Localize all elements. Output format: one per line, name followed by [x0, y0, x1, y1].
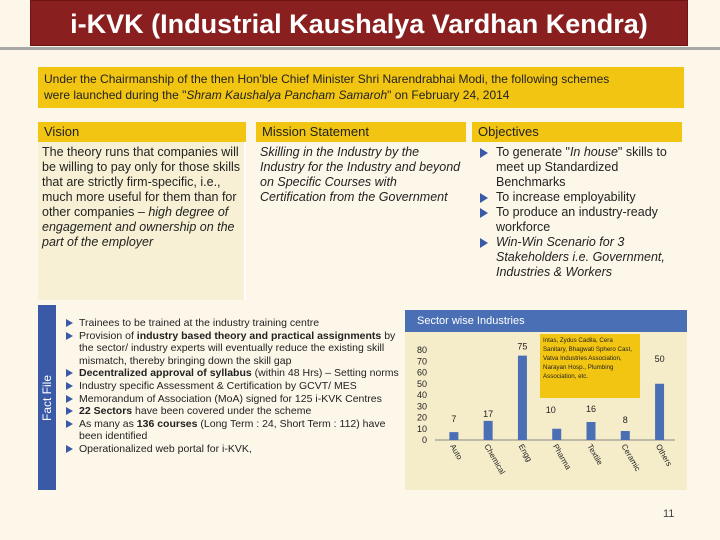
title-bar — [0, 0, 720, 50]
bullet-arrow-icon — [66, 382, 73, 390]
x-category-label: Engg — [516, 442, 534, 464]
bar-pharma — [552, 429, 561, 440]
y-tick-label: 60 — [416, 367, 427, 378]
intro-line-2-suffix: " on February 24, 2014 — [387, 88, 510, 102]
fact-file-list — [62, 317, 410, 456]
vision-text: The theory runs that companies will be willing to pay only for those skills that are strictly firm-specific, i.e., much more useful for them than for other companies – — [42, 145, 241, 219]
fact-text: Industry specific Assessment & Certification by GCVT/ MES — [79, 379, 357, 392]
fact-item — [62, 367, 410, 380]
fact-item — [62, 330, 410, 368]
intro-line-1: Under the Chairmanship of the then Hon'ble Chief Minister Shri Narendrabhai Modi, the following schemes — [44, 72, 610, 86]
bullet-arrow-icon — [480, 148, 488, 158]
y-tick-label: 50 — [416, 378, 427, 389]
objective-text-italic: Win-Win Scenario for 3 Stakeholders i.e. Government, Industries & Workers — [496, 235, 665, 279]
objective-item — [476, 145, 678, 190]
objective-text: To increase employability — [496, 190, 636, 204]
objective-text: To generate " — [496, 145, 570, 159]
objective-item — [476, 190, 678, 205]
fact-text: Operationalized web portal for i-KVK, — [79, 442, 252, 455]
bullet-arrow-icon — [66, 420, 73, 428]
fact-item — [62, 418, 410, 443]
bar-auto — [449, 432, 458, 440]
y-tick-label: 80 — [416, 345, 427, 355]
y-tick-label: 10 — [416, 423, 427, 434]
bullet-arrow-icon — [66, 395, 73, 403]
bullet-arrow-icon — [480, 193, 488, 203]
objective-text-italic: In house — [569, 145, 618, 159]
chart-annotation: Intas, Zydus Cadila, Cera Sanitary, Bhagwati Sphero Cast, Vatva Industries Association, Narayan Hosp., Plumbing Association, etc. — [540, 334, 640, 398]
objective-text: To produce an industry-ready workforce — [496, 205, 658, 234]
x-category-label: Ceramic — [619, 442, 643, 473]
data-label: 7 — [451, 414, 457, 425]
sector-chart — [405, 332, 687, 490]
vision-body — [38, 142, 246, 300]
bar-chemical — [484, 421, 493, 440]
vision-heading: Vision — [38, 122, 246, 142]
bar-others — [655, 384, 664, 440]
y-tick-label: 70 — [416, 356, 427, 367]
x-category-label: Others — [653, 442, 674, 468]
bullet-arrow-icon — [66, 332, 73, 340]
page-number: 11 — [663, 508, 675, 520]
fact-text-bold: industry based theory and practical assignments — [136, 329, 382, 342]
data-label: 50 — [654, 353, 665, 364]
bullet-arrow-icon — [66, 319, 73, 327]
intro-event-name: Shram Kaushalya Pancham Samaroh — [186, 88, 388, 102]
bullet-arrow-icon — [66, 369, 73, 377]
bar-ceramic — [621, 431, 630, 440]
fact-item — [62, 380, 410, 393]
objective-item — [476, 235, 678, 280]
objectives-heading: Objectives — [472, 122, 682, 142]
bar-textile — [587, 422, 596, 440]
fact-item — [62, 405, 410, 418]
fact-text: Trainees to be trained at the industry training centre — [79, 317, 320, 329]
objectives-body — [472, 142, 682, 304]
intro-banner — [38, 67, 684, 108]
bullet-arrow-icon — [66, 407, 73, 415]
fact-item — [62, 393, 410, 406]
bullet-arrow-icon — [480, 208, 488, 218]
fact-text-bold: Decentralized approval of syllabus — [79, 367, 252, 380]
x-category-label: Chemical — [482, 442, 507, 476]
fact-text-end: by the sector/ industry experts will eventually reduce the existing skill mismatch, thereby bringing down the skill gap — [79, 329, 396, 367]
fact-text: Memorandum of Association (MoA) signed for 125 i-KVK Centres — [79, 392, 382, 405]
bullet-arrow-icon — [66, 445, 73, 453]
data-label: 10 — [545, 404, 556, 415]
fact-item — [62, 443, 410, 456]
mission-body: Skilling in the Industry by the Industry for the Industry and beyond on Specific Courses with Certification from the Government — [260, 145, 461, 204]
y-tick-label: 40 — [416, 390, 427, 400]
slide-title: i-KVK (Industrial Kaushalya Vardhan Kendra) — [30, 0, 688, 46]
x-category-label: Pharma — [550, 442, 573, 472]
vision-text-italic: high degree of engagement and ownership on the part of the employer — [42, 205, 235, 249]
fact-text-bold: 22 Sectors — [79, 405, 133, 418]
fact-text-end: (Long Term : 24, Short Term : 112) have been identified — [79, 417, 386, 443]
y-tick-label: 0 — [421, 435, 427, 445]
data-label: 8 — [622, 415, 628, 425]
fact-text-end: have been covered under the scheme — [132, 405, 312, 418]
bar-engg — [518, 356, 527, 440]
y-tick-label: 20 — [416, 412, 427, 423]
fact-text: Provision of — [79, 329, 137, 342]
fact-text-end: (within 48 Hrs) – Setting norms — [251, 367, 399, 380]
fact-file-label — [38, 305, 56, 490]
objectives-list — [476, 145, 678, 280]
fact-file-label-text: Fact File — [40, 374, 54, 421]
intro-line-2-prefix: were launched during the " — [44, 88, 187, 102]
y-tick-label: 30 — [416, 401, 427, 412]
mission-heading: Mission Statement — [256, 122, 466, 142]
data-label: 16 — [585, 404, 597, 414]
x-category-label: Auto — [448, 442, 465, 462]
objective-item — [476, 205, 678, 235]
objective-text-end: " skills to meet up Standardized Benchmarks — [496, 145, 667, 189]
fact-text-bold: 136 courses — [136, 417, 198, 430]
data-label: 75 — [517, 341, 528, 352]
x-category-label: Textile — [585, 442, 605, 467]
bullet-arrow-icon — [480, 238, 488, 248]
data-label: 17 — [483, 408, 494, 419]
chart-heading: Sector wise Industries — [405, 310, 687, 332]
fact-item — [62, 317, 410, 330]
fact-text: As many as — [79, 417, 137, 430]
